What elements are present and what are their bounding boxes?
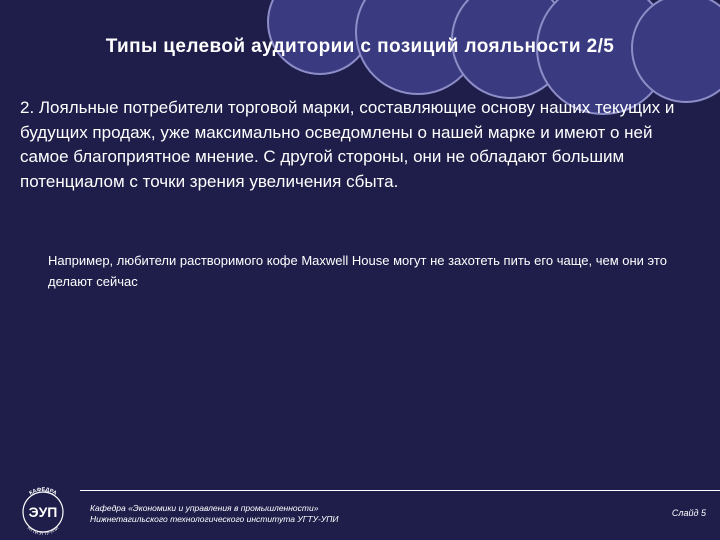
slide-number: Слайд 5 — [671, 508, 706, 518]
example-paragraph: Например, любители растворимого кофе Maxwell House могут не захотеть пить его чаще, чем они это делают сейчас — [48, 253, 667, 289]
logo-bottom-text: НТТИ УГТУ-УПИ — [26, 525, 60, 536]
footer-department — [90, 503, 339, 525]
footer-department-line1: Кафедра «Экономики и управления в промышленности» — [90, 503, 319, 513]
footer-department-line2: Нижнетагильского технологического института УГТУ-УПИ — [90, 514, 339, 524]
footer-divider — [80, 490, 720, 491]
logo-letters: ЭУП — [28, 504, 58, 520]
department-logo — [14, 486, 72, 536]
main-paragraph: 2. Лояльные потребители торговой марки, составляющие основу наших текущих и будущих продаж, уже максимально осведомлены о нашей марке и имеют о ней самое благоприятное мнение. С другой стороны, они не обладают большим потенциалом с точки зрения увеличения сбыта. — [20, 98, 675, 191]
logo-top-text: КАФЕДРА — [28, 486, 58, 497]
slide-title: Типы целевой аудитории с позиций лояльности 2/5 — [105, 36, 615, 57]
